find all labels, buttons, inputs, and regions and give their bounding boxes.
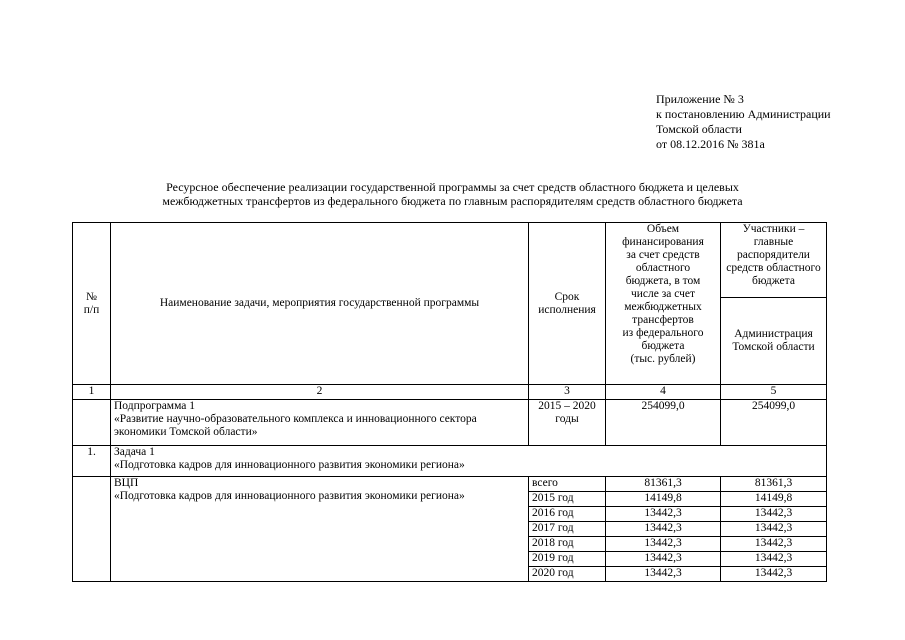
vcp-volume: 14149,8 bbox=[606, 492, 721, 507]
header-name: Наименование задачи, мероприятия государственной программы bbox=[111, 223, 529, 385]
appendix-line: Томской области bbox=[656, 122, 742, 136]
vcp-admin: 13442,3 bbox=[721, 567, 827, 582]
vcp-volume: 13442,3 bbox=[606, 567, 721, 582]
title-line: межбюджетных трансфертов из федерального бюджета по главным распорядителям средств областного бюджета bbox=[162, 194, 743, 208]
subprogram-term: 2015 – 2020 годы bbox=[529, 400, 606, 446]
resource-table bbox=[72, 222, 827, 582]
vcp-period: 2018 год bbox=[529, 537, 606, 552]
vcp-period: 2017 год bbox=[529, 522, 606, 537]
appendix-block bbox=[656, 92, 831, 152]
vcp-row bbox=[73, 477, 827, 492]
vcp-period: 2020 год bbox=[529, 567, 606, 582]
subprogram-volume: 254099,0 bbox=[606, 400, 721, 446]
vcp-volume: 81361,3 bbox=[606, 477, 721, 492]
vcp-volume: 13442,3 bbox=[606, 522, 721, 537]
vcp-name: ВЦП «Подготовка кадров для инновационного развития экономики региона» bbox=[111, 477, 529, 582]
vcp-admin: 13442,3 bbox=[721, 507, 827, 522]
task-row bbox=[73, 446, 827, 477]
vcp-period: всего bbox=[529, 477, 606, 492]
document-title bbox=[100, 180, 805, 208]
colnum: 3 bbox=[529, 385, 606, 400]
header-term: Срок исполнения bbox=[529, 223, 606, 385]
colnum: 4 bbox=[606, 385, 721, 400]
colnum: 2 bbox=[111, 385, 529, 400]
vcp-volume: 13442,3 bbox=[606, 507, 721, 522]
vcp-volume: 13442,3 bbox=[606, 552, 721, 567]
colnum: 1 bbox=[73, 385, 111, 400]
colnum: 5 bbox=[721, 385, 827, 400]
title-line: Ресурсное обеспечение реализации государственной программы за счет средств областного бюджета и целевых bbox=[166, 180, 739, 194]
subprogram-row bbox=[73, 400, 827, 446]
appendix-line: к постановлению Администрации bbox=[656, 107, 831, 121]
column-numbers-row bbox=[73, 385, 827, 400]
header-participants: Участники – главные распорядители средств областного бюджета bbox=[721, 223, 827, 298]
vcp-period: 2019 год bbox=[529, 552, 606, 567]
header-admin: Администрация Томской области bbox=[721, 298, 827, 385]
task-name: Задача 1 «Подготовка кадров для инновационного развития экономики региона» bbox=[111, 446, 827, 477]
task-num: 1. bbox=[73, 446, 111, 477]
header-volume: Объем финансирования за счет средств областного бюджета, в том числе за счет межбюджетных трансфертов из федерального бюджета (тыс. рублей) bbox=[606, 223, 721, 385]
vcp-volume: 13442,3 bbox=[606, 537, 721, 552]
subprogram-admin: 254099,0 bbox=[721, 400, 827, 446]
vcp-admin: 13442,3 bbox=[721, 522, 827, 537]
vcp-admin: 81361,3 bbox=[721, 477, 827, 492]
subprogram-name: Подпрограмма 1 «Развитие научно-образовательного комплекса и инновационного сектора экономики Томской области» bbox=[111, 400, 529, 446]
vcp-period: 2015 год bbox=[529, 492, 606, 507]
vcp-period: 2016 год bbox=[529, 507, 606, 522]
vcp-admin: 13442,3 bbox=[721, 552, 827, 567]
header-num: № п/п bbox=[73, 223, 111, 385]
appendix-line: от 08.12.2016 № 381а bbox=[656, 137, 765, 151]
appendix-line: Приложение № 3 bbox=[656, 92, 744, 106]
vcp-admin: 13442,3 bbox=[721, 537, 827, 552]
vcp-admin: 14149,8 bbox=[721, 492, 827, 507]
